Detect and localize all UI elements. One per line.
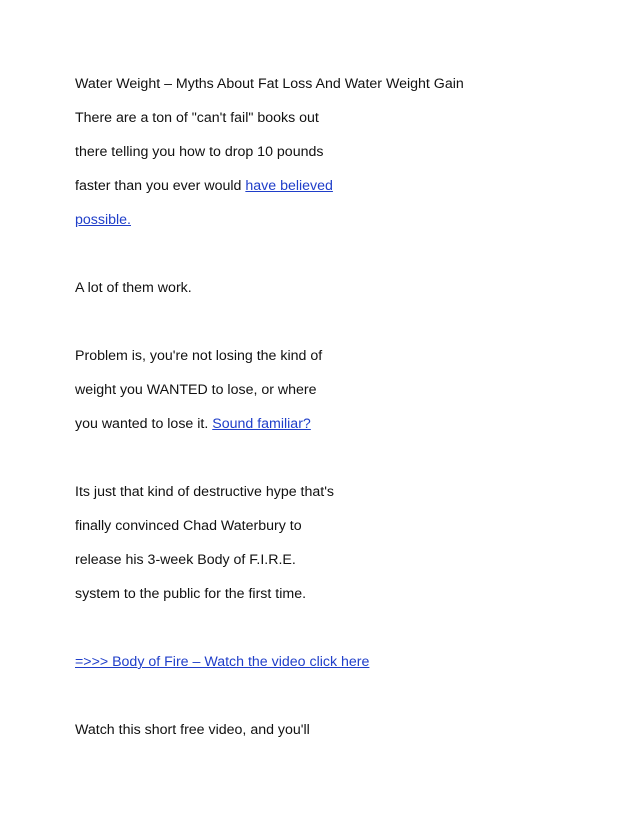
paragraph-1-line-3 [75,176,595,196]
paragraph-4-line-1: Its just that kind of destructive hype that's [75,484,335,500]
sound-familiar-link[interactable]: Sound familiar? [212,416,311,432]
paragraph-3-line-3-text: you wanted to lose it. [75,416,213,432]
paragraph-3-line-2: weight you WANTED to lose, or where [75,382,317,398]
paragraph-2-line-1: A lot of them work. [75,280,192,296]
have-believed-link[interactable]: have believed [245,178,333,194]
blank-line [75,244,595,264]
blank-line [75,448,595,468]
paragraph-5-line-1: Watch this short free video, and you'll [75,722,310,738]
blank-line [75,618,595,638]
paragraph-1-line-3-text: faster than you ever would [75,178,246,194]
paragraph-3-line-1: Problem is, you're not losing the kind of [75,348,323,364]
blank-line [75,686,595,706]
cta-line [75,652,595,672]
body-of-fire-video-link[interactable]: =>>> Body of Fire – Watch the video click here [75,654,370,670]
document-title: Water Weight – Myths About Fat Loss And Water Weight Gain [75,76,464,92]
paragraph-4-line-2: finally convinced Chad Waterbury to [75,518,302,534]
document-body [75,74,595,754]
paragraph-1-line-4 [75,210,595,230]
blank-line [75,312,595,332]
paragraph-1-line-1: There are a ton of "can't fail" books out [75,110,319,126]
paragraph-3-line-3 [75,414,595,434]
paragraph-4-line-3: release his 3-week Body of F.I.R.E. [75,552,296,568]
possible-link[interactable]: possible. [75,212,131,228]
paragraph-1-line-2: there telling you how to drop 10 pounds [75,144,324,160]
paragraph-4-line-4: system to the public for the first time. [75,586,307,602]
